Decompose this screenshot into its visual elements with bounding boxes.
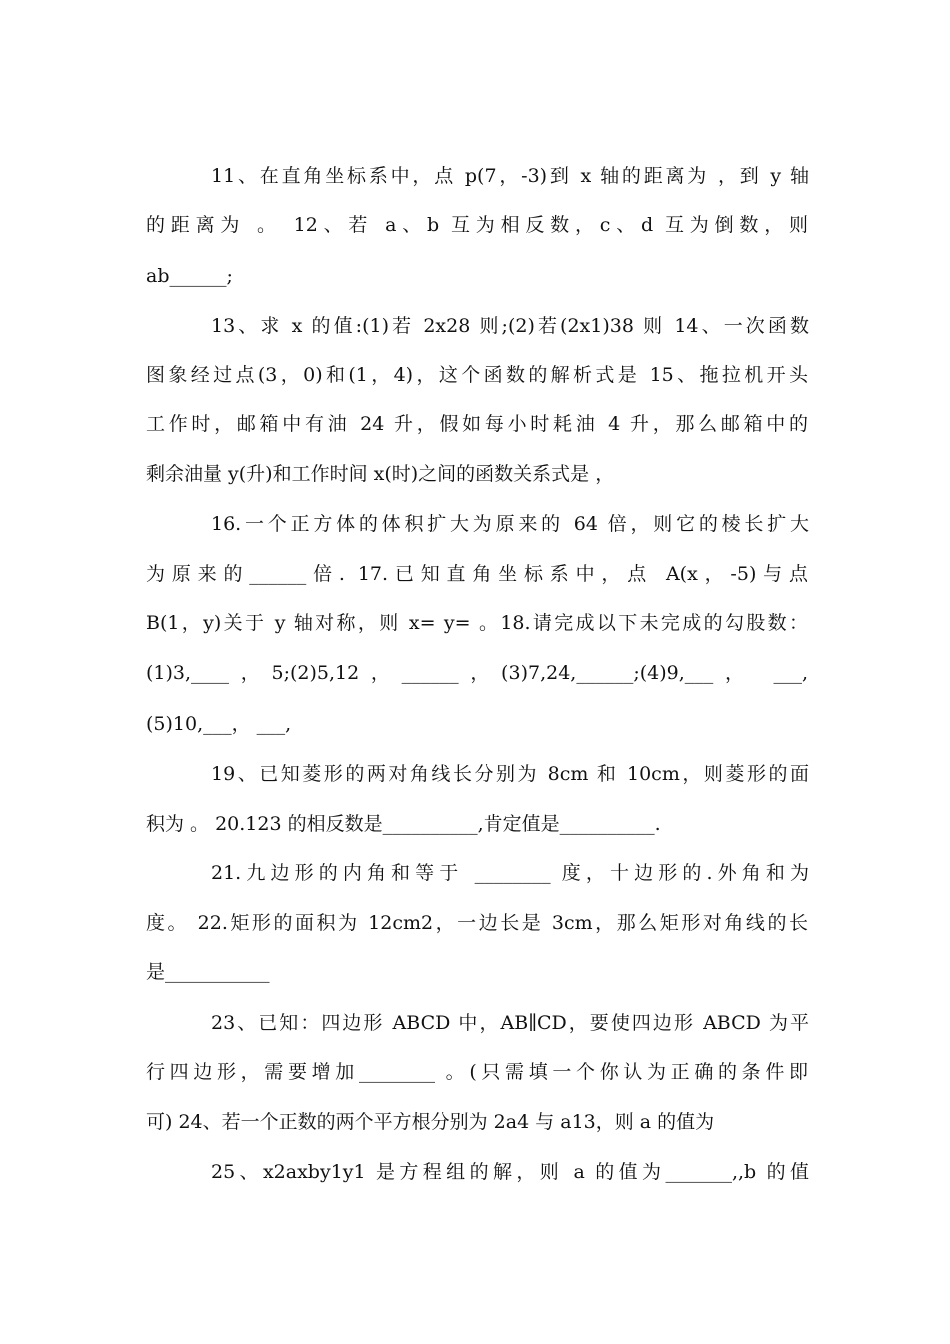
text-line: 度。 22.矩形的面积为 12cm2，一边长是 3cm，那么矩形对角线的长: [146, 912, 808, 934]
text-line: (5)10,___， ___,: [146, 713, 292, 735]
text-line: 16.一个正方体的体积扩大为原来的 64 倍，则它的棱长扩大: [211, 513, 809, 535]
text-line: 11、在直角坐标系中，点 p(7，-3)到 x 轴的距离为 ，到 y 轴: [211, 165, 809, 187]
text-line: 剩余油量 y(升)和工作时间 x(时)之间的函数关系式是 ，: [146, 463, 615, 485]
text-line: 23、已知：四边形 ABCD 中，AB∥CD，要使四边形 ABCD 为平: [211, 1012, 809, 1034]
text-line: 13、求 x 的值:(1)若 2x28 则;(2)若(2x1)38 则 14、一次函数: [211, 315, 809, 337]
text-line: 行四边形，需要增加________ 。(只需填一个你认为正确的条件即: [146, 1061, 808, 1083]
text-line: 工作时，邮箱中有油 24 升，假如每小时耗油 4 升，那么邮箱中的: [146, 413, 808, 435]
text-line: ab______;: [146, 265, 233, 287]
text-line: 的距离为 。 12、若 a、b 互为相反数，c、d 互为倒数，则: [146, 214, 808, 236]
text-line: B(1，y)关于 y 轴对称，则 x= y= 。18.请完成以下未完成的勾股数：: [146, 612, 808, 634]
text-line: 25、x2axby1y1 是方程组的解，则 a 的值为_______,,b 的值: [211, 1161, 809, 1183]
text-line: 为原来的______倍. 17.已知直角坐标系中，点 A(x，-5)与点: [146, 563, 808, 585]
text-line: 是___________: [146, 961, 270, 983]
text-line: 可) 24、若一个正数的两个平方根分别为 2a4 与 a13，则 a 的值为: [146, 1111, 715, 1133]
text-line: 19、已知菱形的两对角线长分别为 8cm 和 10cm，则菱形的面: [211, 763, 809, 785]
text-line: 积为 。 20.123 的相反数是__________,肯定值是__________.: [146, 813, 661, 835]
text-line: 图象经过点(3，0)和(1，4)，这个函数的解析式是 15、拖拉机开头: [146, 364, 808, 386]
text-line: (1)3,____，5;(2)5,12，______，(3)7,24,______;(4)9,___， ___,: [146, 662, 808, 684]
text-line: 21.九边形的内角和等于 ________ 度，十边形的.外角和为: [211, 862, 809, 884]
